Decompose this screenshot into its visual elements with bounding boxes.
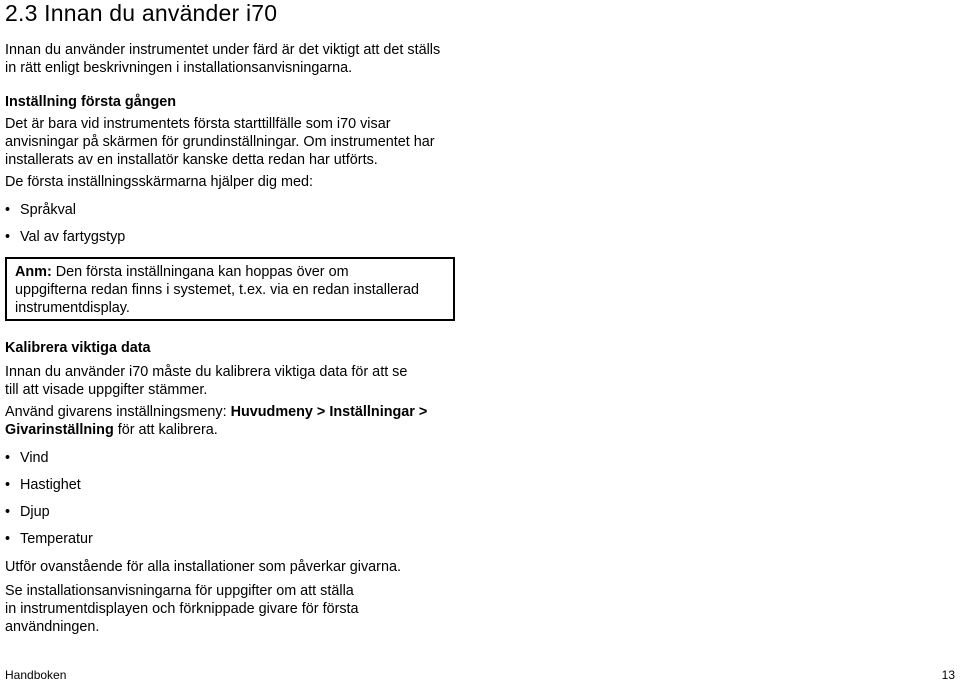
list-item-label: Språkval — [20, 202, 76, 218]
first-setup-lead: De första inställningsskärmarna hjälper dig med: — [5, 174, 313, 190]
first-setup-list — [5, 201, 475, 246]
calibrate-line-2: till att visade uppgifter stämmer. — [5, 382, 208, 398]
bullet-icon: • — [5, 531, 11, 547]
menu-path-2: Givarinställning — [5, 422, 114, 438]
calibrate-list — [5, 449, 475, 548]
first-setup-line-2: anvisningar på skärmen för grundinställningar. Om instrumentet har — [5, 134, 435, 150]
intro-line-2: in rätt enligt beskrivningen i installationsanvisningarna. — [5, 60, 353, 76]
first-setup-line-1: Det är bara vid instrumentets första starttillfälle som i70 visar — [5, 116, 391, 132]
list-item — [5, 476, 475, 494]
calibrate-paragraph — [5, 363, 475, 399]
menu-suffix: för att kalibrera. — [113, 422, 218, 438]
note-line-3: instrumentdisplay. — [15, 300, 130, 316]
list-item — [5, 228, 475, 246]
bullet-icon: • — [5, 450, 11, 466]
reference-line-3: användningen. — [5, 619, 100, 635]
section-heading: 2.3 Innan du använder i70 — [5, 0, 278, 26]
list-item — [5, 503, 475, 521]
note-text — [15, 263, 447, 317]
calibrate-title: Kalibrera viktiga data — [5, 340, 151, 356]
list-item-label: Hastighet — [20, 477, 81, 493]
list-item — [5, 449, 475, 467]
page-number: 13 — [941, 668, 955, 682]
bullet-icon: • — [5, 229, 11, 245]
calibrate-menu-paragraph — [5, 403, 475, 439]
reference-line-1: Se installationsanvisningarna för uppgifter om att ställa — [5, 583, 354, 599]
first-setup-title: Inställning första gången — [5, 94, 177, 110]
list-item — [5, 201, 475, 219]
note-line-2: uppgifterna redan finns i systemet, t.ex. via en redan installerad — [15, 282, 419, 298]
list-item-label: Djup — [20, 504, 50, 520]
reference-paragraph — [5, 582, 475, 636]
bullet-icon: • — [5, 477, 11, 493]
menu-prefix: Använd givarens inställningsmeny: — [5, 404, 231, 420]
list-item — [5, 530, 475, 548]
note-label: Anm: — [15, 264, 52, 280]
reference-line-2: in instrumentdisplayen och förknippade givare för första — [5, 601, 359, 617]
first-setup-paragraph — [5, 115, 475, 169]
calibrate-line-1: Innan du använder i70 måste du kalibrera viktiga data för att se — [5, 364, 408, 380]
intro-paragraph — [5, 41, 475, 77]
note-box — [5, 257, 455, 321]
footer-title: Handboken — [5, 668, 67, 682]
list-item-label: Temperatur — [20, 531, 93, 547]
list-item-label: Val av fartygstyp — [20, 229, 126, 245]
list-item-label: Vind — [20, 450, 49, 466]
text-column — [5, 0, 475, 636]
bullet-icon: • — [5, 202, 11, 218]
intro-line-1: Innan du använder instrumentet under färd är det viktigt att det ställs — [5, 42, 441, 58]
bullet-icon: • — [5, 504, 11, 520]
note-line-1: Den första inställningana kan hoppas över om — [51, 264, 349, 280]
first-setup-line-3: installerats av en installatör kanske detta redan har utförts. — [5, 152, 378, 168]
menu-path-1: Huvudmeny > Inställningar > — [230, 404, 428, 420]
calibrate-after: Utför ovanstående för alla installationer som påverkar givarna. — [5, 559, 401, 575]
